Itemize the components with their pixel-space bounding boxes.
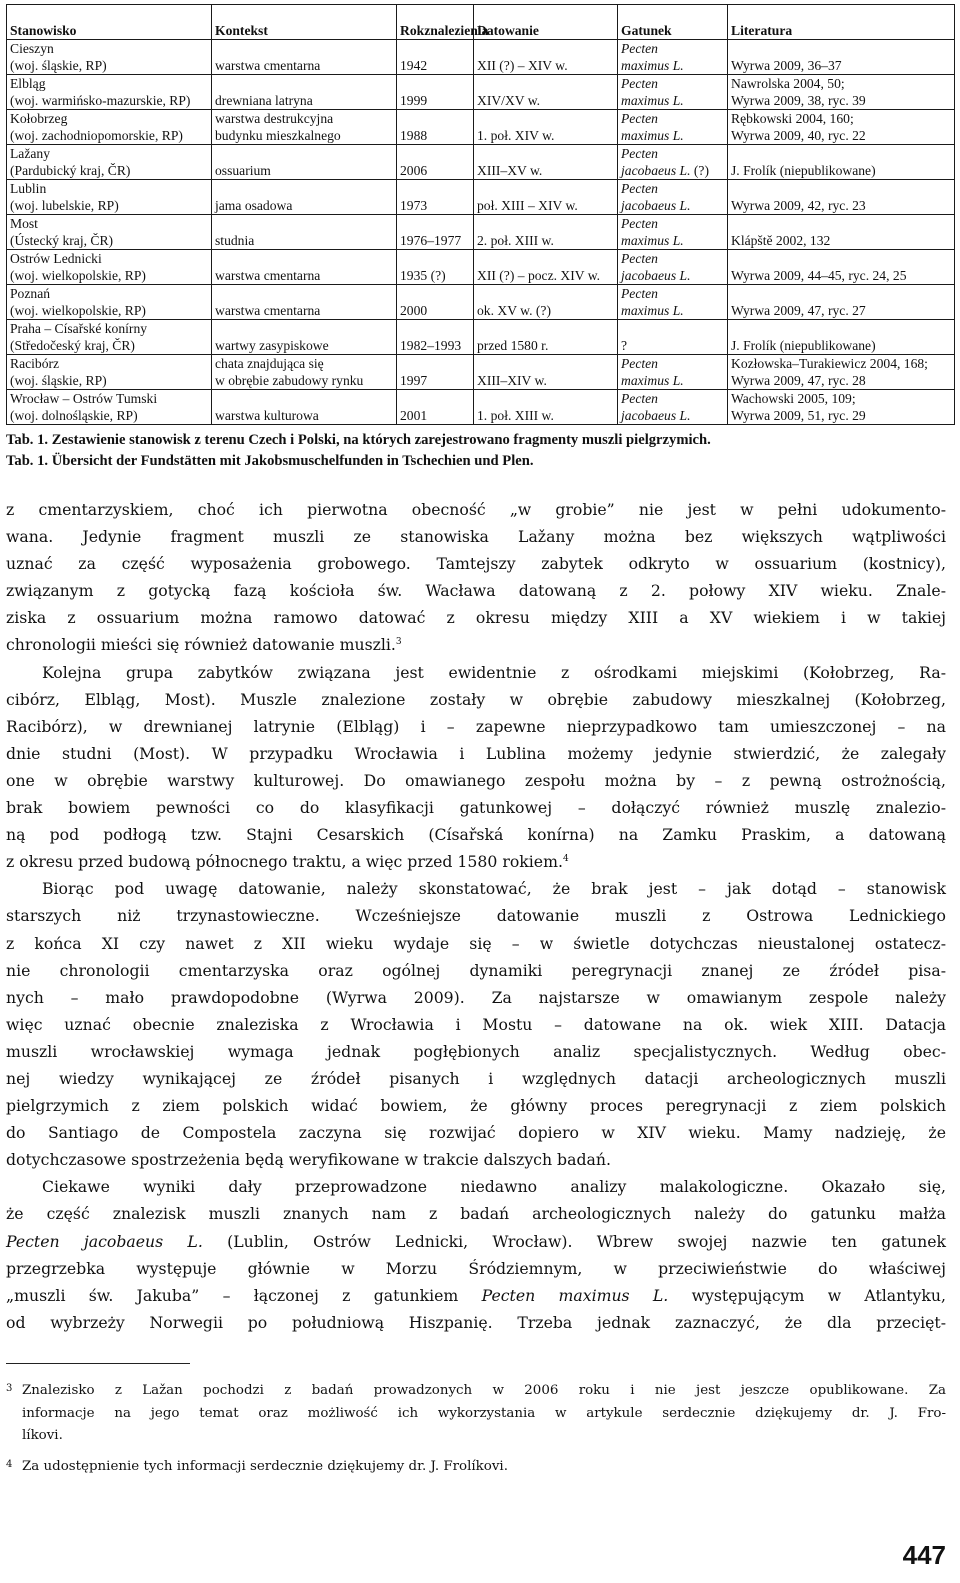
text-line: że część znalezisk muszli znanych nam z badań archeologicznych należy do gatunku małża xyxy=(6,1204,946,1224)
cell-site xyxy=(7,145,212,180)
cell-site-line2: (woj. zachodniopomorskie, RP) xyxy=(10,128,183,143)
header-stanowisko: Stanowisko xyxy=(7,5,212,40)
text-line: ziska z ossuarium można ramowo datować z okresu między XIII a XV wiekiem i w takiej xyxy=(6,608,946,628)
cell-year: 1988 xyxy=(397,110,474,145)
text-line: starszych niż trzynastowieczne. Wcześniejsze datowanie muszli z Ostrowa Lednickiego xyxy=(6,906,946,926)
cell-literature xyxy=(728,285,955,320)
cell-site-line1: Poznań xyxy=(10,286,51,301)
cell-year: 1942 xyxy=(397,40,474,75)
cell-literature-line1: Kozłowska–Turakiewicz 2004, 168; xyxy=(731,356,928,371)
cell-literature-line2: Wyrwa 2009, 38, ryc. 39 xyxy=(731,93,866,108)
text-line xyxy=(6,848,946,875)
cell-species-line1: Pecten xyxy=(621,391,658,406)
species-name: maximus L. xyxy=(621,373,684,388)
cell-context-line2: budynku mieszkalnego xyxy=(215,128,341,143)
cell-literature-line1 xyxy=(731,285,951,302)
cell-context xyxy=(212,320,397,355)
cell-site-line1: Cieszyn xyxy=(10,41,54,56)
table-row xyxy=(7,110,955,145)
header-rok-line2: znalezienia xyxy=(424,23,489,38)
text-line: one w obrębie warstwy kulturowej. Do omawianego zespołu można by – z pewną ostrożnością, xyxy=(6,770,946,790)
cell-context-line1 xyxy=(215,40,393,57)
cell-species-line1: Pecten xyxy=(621,146,658,161)
cell-species-line1: Pecten xyxy=(621,251,658,266)
table-row xyxy=(7,390,955,425)
cell-species xyxy=(618,110,728,145)
cell-context xyxy=(212,355,397,390)
species-name: jacobaeus L. xyxy=(621,408,691,423)
cell-site xyxy=(7,390,212,425)
cell-literature-line2: Wyrwa 2009, 47, ryc. 27 xyxy=(731,303,866,318)
text-line: nej wiedzy wynikającej ze źródeł pisanych i względnych datacji archeologicznych muszli xyxy=(6,1068,946,1088)
table-row xyxy=(7,250,955,285)
cell-context xyxy=(212,285,397,320)
cell-site-line2: (Pardubický kraj, ČR) xyxy=(10,163,131,178)
paragraph-2 xyxy=(6,659,946,876)
cell-species-line2 xyxy=(621,57,724,74)
text-line: Ciekawe wyniki dały przeprowadzone niedawno analizy malakologiczne. Okazało się, xyxy=(42,1177,946,1197)
cell-context-line1 xyxy=(215,320,393,337)
cell-site xyxy=(7,250,212,285)
header-kontekst: Kontekst xyxy=(212,5,397,40)
cell-species-line2 xyxy=(621,127,724,144)
cell-year: 1976–1977 xyxy=(397,215,474,250)
text-segment: „muszli św. Jakuba” – łączonej z gatunkiem xyxy=(6,1285,482,1305)
text-segment: (Lublin, Ostrów Lednicki, Wrocław). Wbrew swojej nazwie ten gatunek xyxy=(202,1231,946,1251)
species-name: maximus L. xyxy=(621,303,684,318)
paragraph-4 xyxy=(6,1173,946,1336)
text-line: dnie studni (Most). W przypadku Wrocławia i Lublina możemy jedynie stwierdzić, że zalegały xyxy=(6,743,946,763)
cell-dating: XIII–XV w. xyxy=(474,145,618,180)
cell-literature-line1: Rębkowski 2004, 160; xyxy=(731,111,854,126)
species-name: jacobaeus L. xyxy=(621,163,691,178)
cell-species xyxy=(618,390,728,425)
text-line: uznać za część wyposażenia grobowego. Tamtejszy zabytek odkryto w ossuarium (kostnicy), xyxy=(6,554,946,574)
text-line: z końca XI czy nawet z XII wieku wydaje się – w świetle dotychczas nieustalonej ostatecz- xyxy=(6,933,946,953)
cell-species-line1: Pecten xyxy=(621,181,658,196)
footnote-3 xyxy=(6,1380,946,1448)
cell-site-line2: (woj. wielkopolskie, RP) xyxy=(10,303,146,318)
footnote-ref-3: 3 xyxy=(395,637,402,648)
cell-year: 2000 xyxy=(397,285,474,320)
cell-year: 2006 xyxy=(397,145,474,180)
cell-site xyxy=(7,285,212,320)
footnote-line: líkovi. xyxy=(22,1428,63,1443)
cell-context-line1: warstwa destrukcyjna xyxy=(215,111,334,126)
cell-literature-line2: Wyrwa 2009, 51, ryc. 29 xyxy=(731,408,866,423)
header-datowanie: Datowanie xyxy=(474,5,618,40)
caption-german: Tab. 1. Übersicht der Fundstätten mit Jakobsmuschelfunden in Tschechien und Plen. xyxy=(6,452,534,469)
cell-species-line2 xyxy=(621,372,724,389)
table-row xyxy=(7,355,955,390)
text-line xyxy=(6,631,946,658)
cell-dating: XIII–XIV w. xyxy=(474,355,618,390)
cell-literature-line1 xyxy=(731,320,951,337)
cell-species xyxy=(618,285,728,320)
text-line: nych – mało prawdopodobne (Wyrwa 2009). Za najstarsze w omawianym zespole należy xyxy=(6,987,946,1007)
cell-species-line2 xyxy=(621,162,724,179)
cell-literature xyxy=(728,215,955,250)
cell-site-line2: (woj. warmińsko-mazurskie, RP) xyxy=(10,93,191,108)
cell-species xyxy=(618,180,728,215)
paragraph-1 xyxy=(6,496,946,659)
cell-site-line2: (woj. wielkopolskie, RP) xyxy=(10,268,146,283)
cell-literature-line2: Wyrwa 2009, 44–45, ryc. 24, 25 xyxy=(731,268,907,283)
cell-year: 1997 xyxy=(397,355,474,390)
table-row xyxy=(7,40,955,75)
text-line: z cmentarzyskiem, choć ich pierwotna obecność „w grobie” nie jest w pełni udokumento- xyxy=(6,500,946,519)
cell-site-line2: (Ústecký kraj, ČR) xyxy=(10,233,114,248)
cell-species-line2 xyxy=(621,407,724,424)
cell-literature-line2: Wyrwa 2009, 42, ryc. 23 xyxy=(731,198,866,213)
cell-species-line1: Pecten xyxy=(621,216,658,231)
cell-context-line2: w obrębie zabudowy rynku xyxy=(215,373,364,388)
cell-literature xyxy=(728,40,955,75)
header-rok-line1: Rok xyxy=(400,23,425,38)
cell-species xyxy=(618,320,728,355)
cell-context xyxy=(212,110,397,145)
cell-species xyxy=(618,250,728,285)
cell-context-line1 xyxy=(215,75,393,92)
cell-context-line2: warstwa cmentarna xyxy=(215,58,321,73)
cell-literature xyxy=(728,320,955,355)
cell-site-line1: Lublin xyxy=(10,181,47,196)
cell-species-line2 xyxy=(621,267,724,284)
cell-literature-line2: Wyrwa 2009, 47, ryc. 28 xyxy=(731,373,866,388)
cell-context-line1 xyxy=(215,215,393,232)
cell-site-line1: Racibórz xyxy=(10,356,60,371)
cell-literature-line2: Wyrwa 2009, 40, ryc. 22 xyxy=(731,128,866,143)
cell-literature xyxy=(728,355,955,390)
cell-context-line2: drewniana latryna xyxy=(215,93,313,108)
cell-dating: 2. poł. XIII w. xyxy=(474,215,618,250)
table-row xyxy=(7,320,955,355)
species-name: maximus L. xyxy=(621,128,684,143)
sites-table xyxy=(6,4,955,425)
text-line: ną pod podłogą tzw. Stajni Cesarskich (Císařská konírna) na Zamku Praskim, a datowaną xyxy=(6,825,946,845)
cell-context-line2: jama osadowa xyxy=(215,198,293,213)
table-row xyxy=(7,145,955,180)
cell-site-line2: (woj. śląskie, RP) xyxy=(10,373,107,388)
cell-site-line2: (Středočeský kraj, ČR) xyxy=(10,338,135,353)
cell-species-line2 xyxy=(621,92,724,109)
cell-species-line2 xyxy=(621,232,724,249)
cell-context-line1 xyxy=(215,285,393,302)
cell-literature xyxy=(728,75,955,110)
text-line xyxy=(6,1282,946,1309)
cell-species xyxy=(618,75,728,110)
footnote-line: Za udostępnienie tych informacji serdecznie dziękujemy dr. J. Frolíkovi. xyxy=(22,1458,508,1474)
cell-year: 2001 xyxy=(397,390,474,425)
text-line: do Santiago de Compostela zaczyna się rozwijać dopiero w XIV wieku. Mamy nadzieję, że xyxy=(6,1123,946,1143)
paragraph-3 xyxy=(6,875,946,1173)
cell-species-line1: Pecten xyxy=(621,76,658,91)
cell-literature-line1 xyxy=(731,215,951,232)
footnote-line: informacje na jego temat oraz możliwość ich wykorzystania w artykule serdecznie dziękujemy dr. J. Fro- xyxy=(22,1405,946,1421)
table-header-row xyxy=(7,5,955,40)
cell-dating: XII (?) – pocz. XIV w. xyxy=(474,250,618,285)
cell-context xyxy=(212,250,397,285)
cell-context-line2: warstwa cmentarna xyxy=(215,303,321,318)
cell-literature-line1 xyxy=(731,40,951,57)
cell-dating: 1. poł. XIII w. xyxy=(474,390,618,425)
cell-site xyxy=(7,215,212,250)
cell-site xyxy=(7,75,212,110)
cell-dating: 1. poł. XIV w. xyxy=(474,110,618,145)
cell-year: 1973 xyxy=(397,180,474,215)
cell-site-line1: Wrocław – Ostrów Tumski xyxy=(10,391,158,406)
text-line xyxy=(6,1228,946,1255)
cell-site-line2: (woj. śląskie, RP) xyxy=(10,58,107,73)
footnote-4 xyxy=(6,1456,946,1479)
species-name: maximus L. xyxy=(621,233,684,248)
cell-year: 1982–1993 xyxy=(397,320,474,355)
text-line: od wybrzeży Norwegii po południową Hiszpanię. Trzeba jednak zaznaczyć, że dla przecięt- xyxy=(6,1312,946,1332)
text-line: Racibórz), w drewnianej latrynie (Elbląg) i – zapewne nieprzypadkowo tam umieszczonej – na xyxy=(6,716,946,736)
cell-species-line2 xyxy=(621,337,724,354)
cell-site xyxy=(7,40,212,75)
header-literatura: Literatura xyxy=(728,5,955,40)
species-name: Pecten jacobaeus L. xyxy=(6,1231,203,1251)
text-line: więc uznać obecnie znaleziska z Wrocławia i Mostu – datowane na ok. wiek XIII. Datacja xyxy=(6,1014,946,1034)
cell-literature xyxy=(728,250,955,285)
footnote-separator xyxy=(6,1363,190,1364)
cell-literature-line2: J. Frolík (niepublikowane) xyxy=(731,338,876,353)
table-row xyxy=(7,180,955,215)
footnote-number: 3 xyxy=(6,1383,13,1394)
species-name: jacobaeus L. xyxy=(621,268,691,283)
text-segment: chronologii mieści się również datowanie muszli. xyxy=(6,635,396,655)
footnote-number: 4 xyxy=(6,1458,13,1470)
cell-context-line2: wartwy zasypiskowe xyxy=(215,338,329,353)
cell-context-line1 xyxy=(215,390,393,407)
cell-species-line1 xyxy=(621,320,724,337)
cell-species xyxy=(618,40,728,75)
cell-literature-line2: J. Frolík (niepublikowane) xyxy=(731,163,876,178)
cell-species xyxy=(618,215,728,250)
cell-site-line1: Most xyxy=(10,216,38,231)
species-name: Pecten maximus L. xyxy=(481,1285,669,1305)
footnote-line: Znalezisko z Lažan pochodzi z badań prowadzonych w 2006 roku i nie jest jeszcze opublikowane. Za xyxy=(22,1383,946,1398)
text-line: wana. Jedynie fragment muszli ze stanowiska Lažany można bez większych wątpliwości xyxy=(6,527,946,547)
cell-context xyxy=(212,180,397,215)
cell-dating: przed 1580 r. xyxy=(474,320,618,355)
cell-context-line2: warstwa kulturowa xyxy=(215,408,319,423)
text-line: Biorąc pod uwagę datowanie, należy skonstatować, że brak jest – jak dotąd – stanowisk xyxy=(42,879,946,899)
cell-literature-line1 xyxy=(731,180,951,197)
cell-site xyxy=(7,180,212,215)
page-number: 447 xyxy=(902,1540,946,1570)
cell-site xyxy=(7,355,212,390)
text-line: przegrzebka występuje głównie w Morzu Śródziemnym, w przeciwieństwie do właściwej xyxy=(6,1258,946,1278)
cell-site xyxy=(7,320,212,355)
cell-context xyxy=(212,215,397,250)
text-line: brak bowiem pewności co do klasyfikacji gatunkowej – dołączyć również muszlę znalezio- xyxy=(6,798,946,818)
cell-literature-line2: Klápště 2002, 132 xyxy=(731,233,831,248)
cell-context-line2: warstwa cmentarna xyxy=(215,268,321,283)
cell-literature xyxy=(728,180,955,215)
table-row xyxy=(7,215,955,250)
cell-context xyxy=(212,40,397,75)
cell-literature xyxy=(728,390,955,425)
species-name: jacobaeus L. xyxy=(621,198,691,213)
cell-context-line1: chata znajdująca się xyxy=(215,356,324,371)
cell-species-line1: Pecten xyxy=(621,111,658,126)
cell-dating: XIV/XV w. xyxy=(474,75,618,110)
cell-literature-line1 xyxy=(731,250,951,267)
species-name: maximus L. xyxy=(621,58,684,73)
cell-site-line1: Praha – Císařské konírny xyxy=(10,321,148,336)
table-row xyxy=(7,75,955,110)
text-line: związanym z gotycką fazą kościoła św. Wacława datowaną z 2. połowy XIV wieku. Znale- xyxy=(6,581,946,601)
cell-species xyxy=(618,145,728,180)
cell-context-line1 xyxy=(215,180,393,197)
cell-literature xyxy=(728,145,955,180)
cell-species-line1: Pecten xyxy=(621,41,658,56)
cell-species-line1: Pecten xyxy=(621,286,658,301)
cell-context-line1 xyxy=(215,145,393,162)
species-qualifier: ? xyxy=(621,338,628,353)
text-line: cibórz, Elbląg, Most). Muszle znalezione zostały w obrębie zabudowy mieszkalnej (Kołobrzeg, xyxy=(6,689,946,709)
cell-context xyxy=(212,145,397,180)
cell-dating: poł. XIII – XIV w. xyxy=(474,180,618,215)
cell-site-line1: Ostrów Lednicki xyxy=(10,251,102,266)
text-line: muszli wrocławskiej wymaga jednak pogłębionych analiz specjalistycznych. Według obec- xyxy=(6,1041,946,1061)
cell-context xyxy=(212,390,397,425)
table-captions xyxy=(6,430,954,471)
header-rok xyxy=(397,5,489,40)
header-gatunek: Gatunek xyxy=(618,5,728,40)
cell-literature xyxy=(728,110,955,145)
cell-context-line1 xyxy=(215,250,393,267)
cell-literature-line1 xyxy=(731,145,951,162)
text-line: nie chronologii cmentarzyska oraz ogólnej dynamiki peregrynacji znanej ze źródeł pisa- xyxy=(6,960,946,980)
cell-species-line2 xyxy=(621,197,724,214)
text-line: Kolejna grupa zabytków związana jest ewidentnie z ośrodkami miejskimi (Kołobrzeg, Ra- xyxy=(42,662,946,682)
text-segment: z okresu przed budową północnego traktu, a więc przed 1580 rokiem. xyxy=(6,852,563,872)
cell-site-line2: (woj. dolnośląskie, RP) xyxy=(10,408,138,423)
cell-dating: XII (?) – XIV w. xyxy=(474,40,618,75)
cell-site-line1: Kołobrzeg xyxy=(10,111,68,126)
cell-context xyxy=(212,75,397,110)
cell-species xyxy=(618,355,728,390)
sites-table-container xyxy=(6,4,954,425)
species-name: maximus L. xyxy=(621,93,684,108)
species-qualifier: (?) xyxy=(690,163,709,178)
cell-year: 1999 xyxy=(397,75,474,110)
cell-site xyxy=(7,110,212,145)
footnotes xyxy=(6,1380,946,1478)
table-row xyxy=(7,285,955,320)
text-line: pielgrzymich z ziem polskich widać bowiem, że główny proces peregrynacji z ziem polskich xyxy=(6,1096,946,1116)
cell-site-line1: Lažany xyxy=(10,146,50,161)
caption-polish: Tab. 1. Zestawienie stanowisk z terenu Czech i Polski, na których zarejestrowano fragmenty muszli pielgrzymich. xyxy=(6,432,711,448)
cell-dating: ok. XV w. (?) xyxy=(474,285,618,320)
cell-literature-line1: Nawrolska 2004, 50; xyxy=(731,76,845,91)
cell-context-line2: studnia xyxy=(215,233,255,248)
text-line: dotychczasowe spostrzeżenia będą weryfikowane w trakcie dalszych badań. xyxy=(6,1150,611,1170)
cell-literature-line2: Wyrwa 2009, 36–37 xyxy=(731,58,842,73)
cell-species-line2 xyxy=(621,302,724,319)
table-body xyxy=(7,40,955,425)
footnote-ref-4: 4 xyxy=(562,853,569,864)
cell-species-line1: Pecten xyxy=(621,356,658,371)
cell-site-line1: Elbląg xyxy=(10,76,46,91)
cell-literature-line1: Wachowski 2005, 109; xyxy=(731,391,856,406)
text-segment: występującym w Atlantyku, xyxy=(668,1285,946,1305)
cell-context-line2: ossuarium xyxy=(215,163,271,178)
cell-site-line2: (woj. lubelskie, RP) xyxy=(10,198,119,213)
cell-year: 1935 (?) xyxy=(397,250,474,285)
body-text xyxy=(6,496,946,1336)
